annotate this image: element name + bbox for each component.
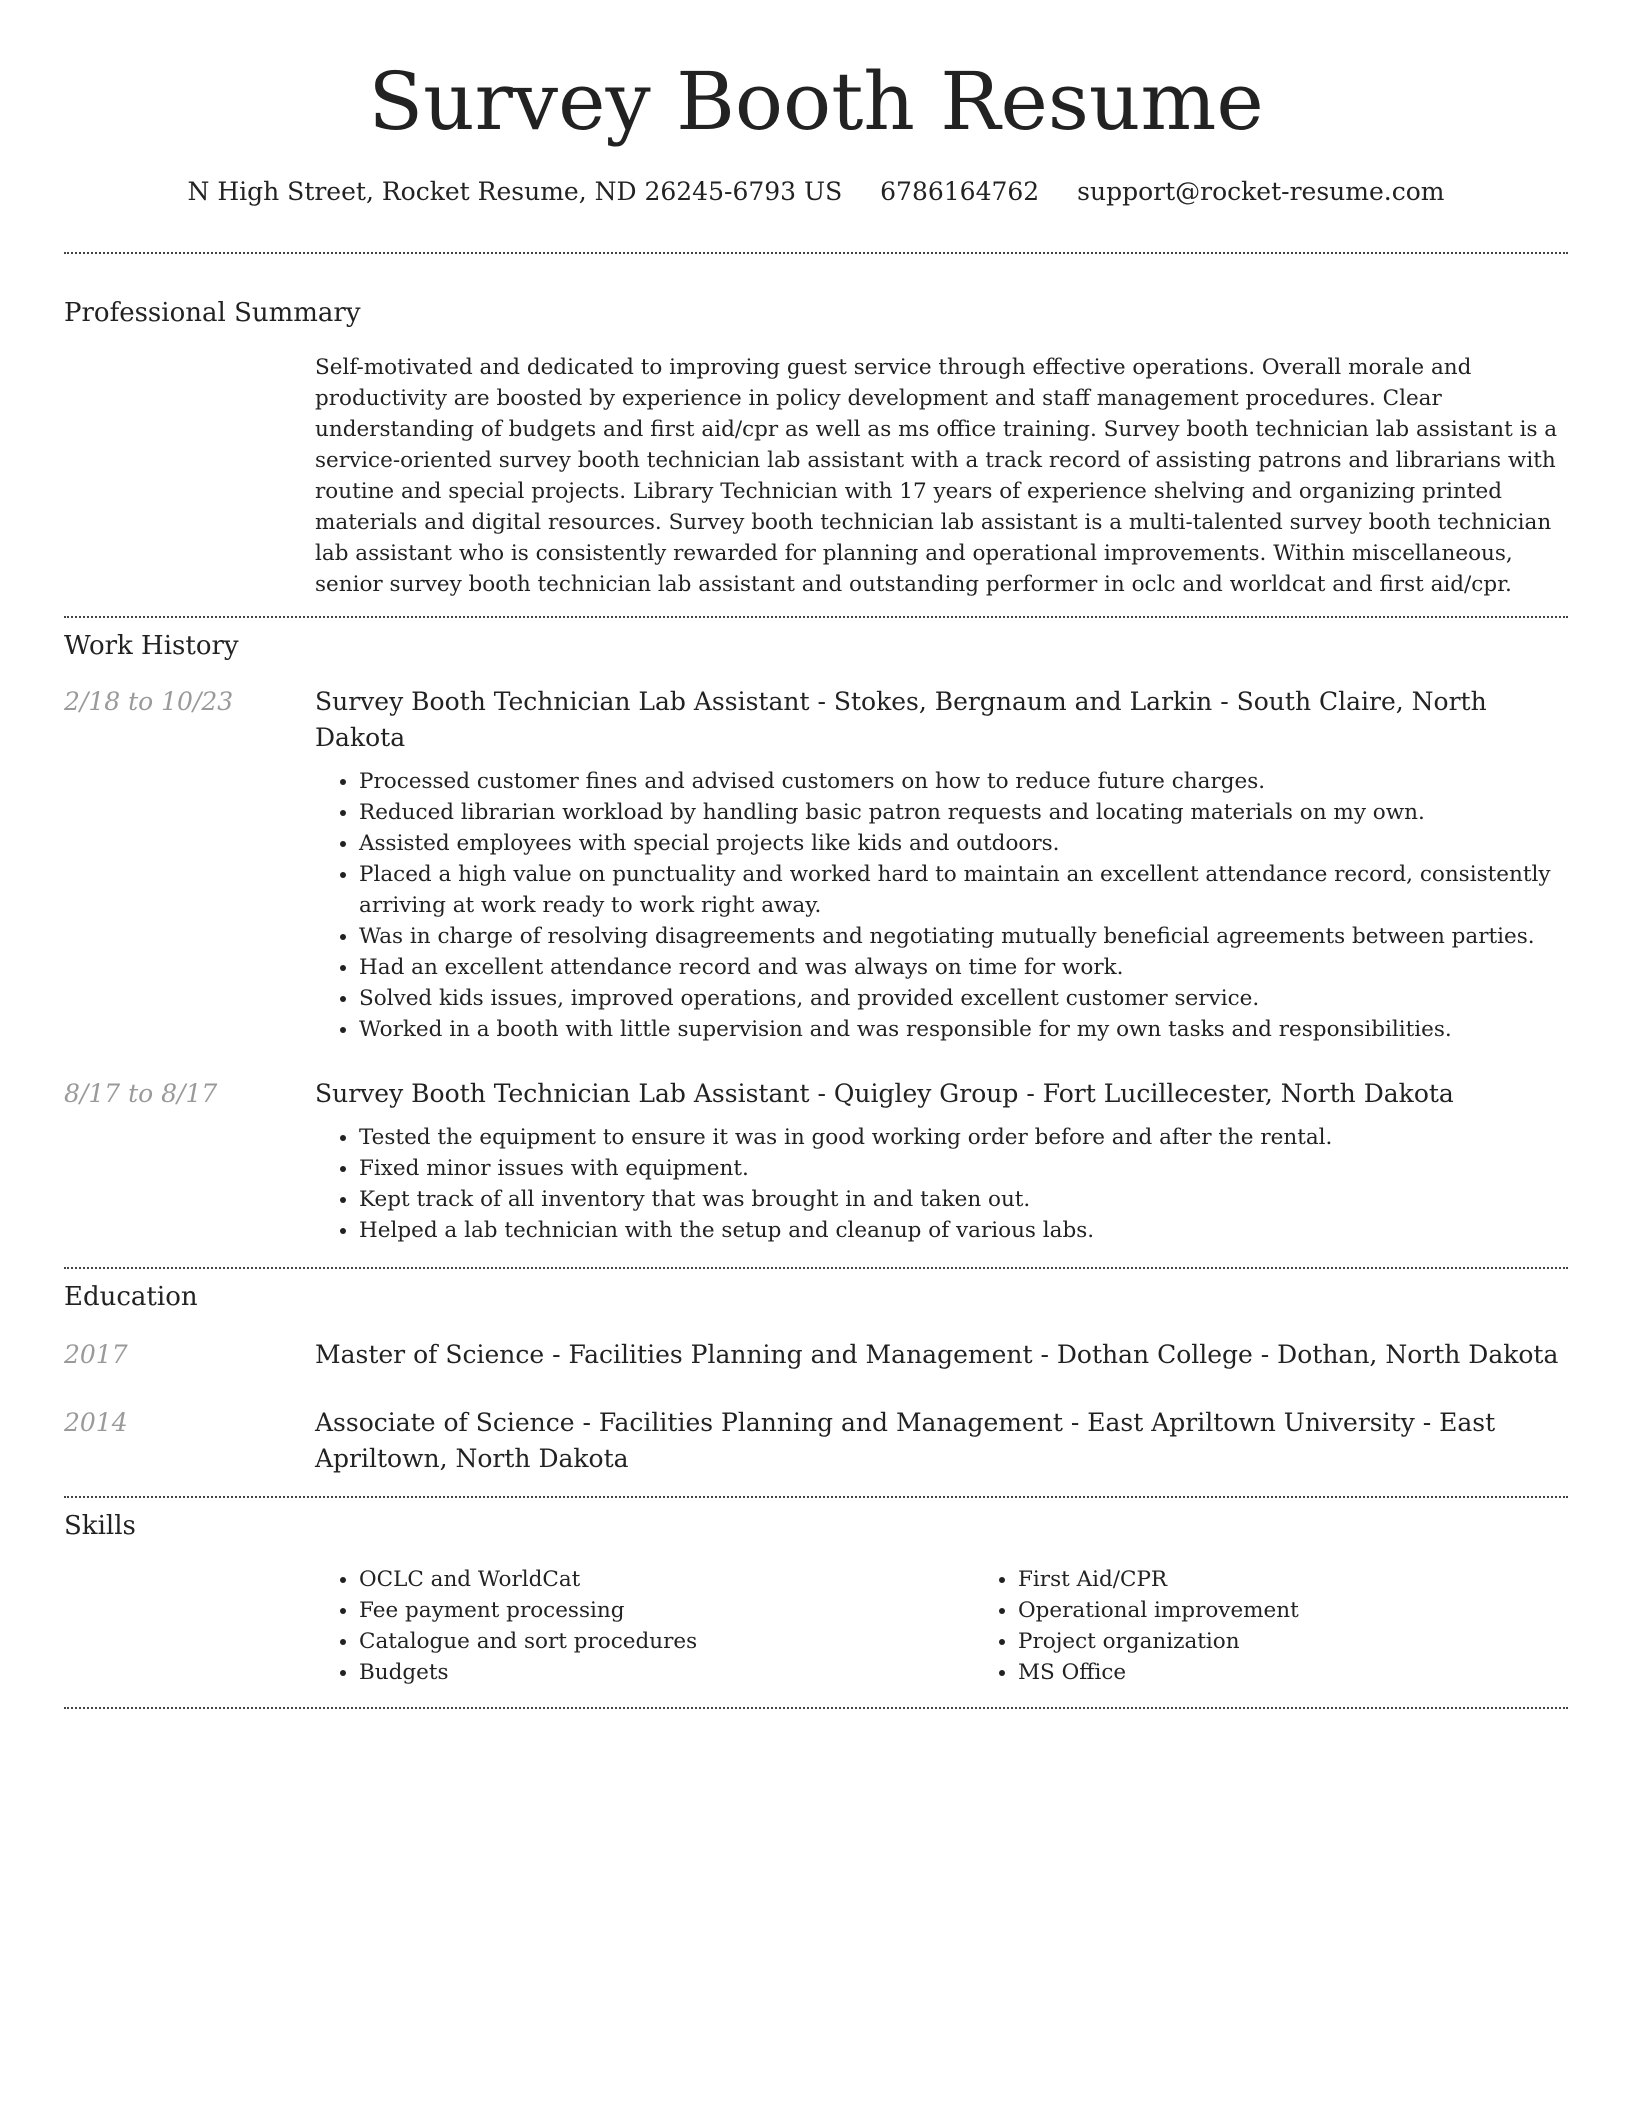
job-bullets (315, 766, 1568, 1045)
education-school: - East Apriltown University - East Apriltown, North Dakota (315, 1408, 1496, 1473)
skills-divider (64, 1707, 1568, 1709)
skills-row (64, 1564, 1568, 1688)
contact-phone: 6786164762 (880, 177, 1040, 206)
education-title: Education (64, 1282, 198, 1312)
job-entry (64, 684, 1568, 1045)
header-divider (64, 252, 1568, 254)
job-bullet: • Solved kids issues, improved operations, and provided excellent customer service. (359, 983, 1568, 1014)
job-bullet: • Had an excellent attendance record and was always on time for work. (359, 952, 1568, 983)
summary-spacer (64, 352, 315, 600)
education-heading (315, 1405, 1568, 1477)
summary-row (64, 352, 1568, 600)
summary-section (64, 295, 1568, 600)
education-divider (64, 1496, 1568, 1498)
job-bullet: • Placed a high value on punctuality and worked hard to maintain an excellent attendance record, consistently arriving at work ready to work right away. (359, 859, 1568, 921)
job-bullet: • Helped a lab technician with the setup and cleanup of various labs. (359, 1215, 1568, 1246)
skill-item: • Budgets (359, 1657, 974, 1688)
work-divider (64, 1267, 1568, 1269)
resume-page (64, 0, 1568, 1709)
skill-item: • First Aid/CPR (1018, 1564, 1632, 1595)
education-heading (315, 1337, 1568, 1373)
education-section (64, 1279, 1568, 1477)
skills-grid (315, 1564, 1568, 1688)
summary-text: Self-motivated and dedicated to improving guest service through effective operations. Overall morale and productivity are boosted by experience in policy development and staff management procedures. Clear understanding of budgets and first aid/cpr as well as ms office training. Survey booth technician lab assistant is a service-oriented survey booth technician lab assistant with a track record of assisting patrons and librarians with routine and special projects. Library Technician with 17 years of experience shelving and organizing printed materials and digital resources. Survey booth technician lab assistant is a multi-talented survey booth technician lab assistant who is consistently rewarded for planning and operational improvements. Within miscellaneous, senior survey booth technician lab assistant and outstanding performer in oclc and worldcat and first aid/cpr. (315, 355, 1558, 597)
job-bullet: • Fixed minor issues with equipment. (359, 1153, 1568, 1184)
work-section (64, 628, 1568, 1246)
skill-item: • Fee payment processing (359, 1595, 974, 1626)
skill-item: • Catalogue and sort procedures (359, 1626, 974, 1657)
education-degree: Master of Science - Facilities Planning and Management (315, 1340, 1033, 1369)
skills-spacer (64, 1564, 315, 1688)
education-degree: Associate of Science - Facilities Planning and Management (315, 1408, 1063, 1437)
contact-email: support@rocket-resume.com (1077, 177, 1445, 206)
skill-item: • MS Office (1018, 1657, 1632, 1688)
work-title: Work History (64, 631, 239, 661)
skills-title: Skills (64, 1511, 136, 1541)
job-bullet: • Was in charge of resolving disagreements and negotiating mutually beneficial agreements between parties. (359, 921, 1568, 952)
job-bullet: • Reduced librarian workload by handling basic patron requests and locating materials on my own. (359, 797, 1568, 828)
skill-item: • Operational improvement (1018, 1595, 1632, 1626)
education-year: 2014 (64, 1408, 128, 1437)
job-bullets (315, 1122, 1568, 1246)
summary-divider (64, 616, 1568, 618)
education-year: 2017 (64, 1340, 128, 1369)
skills-list-right (974, 1564, 1632, 1688)
job-bullet: • Assisted employees with special projects like kids and outdoors. (359, 828, 1568, 859)
job-heading: Survey Booth Technician Lab Assistant - Quigley Group - Fort Lucillecester, North Dakota (315, 1079, 1454, 1108)
contact-line (64, 174, 1568, 210)
education-entry (64, 1405, 1568, 1477)
job-heading: Survey Booth Technician Lab Assistant - Stokes, Bergnaum and Larkin - South Claire, North Dakota (315, 687, 1487, 752)
job-bullet: • Worked in a booth with little supervision and was responsible for my own tasks and responsibilities. (359, 1014, 1568, 1045)
job-bullet: • Tested the equipment to ensure it was in good working order before and after the rental. (359, 1122, 1568, 1153)
skills-section (64, 1508, 1568, 1688)
education-school: - Dothan College - Dothan, North Dakota (1032, 1340, 1559, 1369)
contact-address: N High Street, Rocket Resume, ND 26245-6793 US (187, 177, 843, 206)
summary-title: Professional Summary (64, 298, 361, 328)
skills-list-left (315, 1564, 974, 1688)
skill-item: • Project organization (1018, 1626, 1632, 1657)
education-entry (64, 1337, 1568, 1373)
job-dates: 8/17 to 8/17 (64, 1079, 218, 1108)
job-bullet: • Kept track of all inventory that was brought in and taken out. (359, 1184, 1568, 1215)
job-dates: 2/18 to 10/23 (64, 687, 234, 716)
job-entry (64, 1076, 1568, 1246)
job-bullet: • Processed customer fines and advised customers on how to reduce future charges. (359, 766, 1568, 797)
skill-item: • OCLC and WorldCat (359, 1564, 974, 1595)
resume-name: Survey Booth Resume (368, 55, 1264, 148)
